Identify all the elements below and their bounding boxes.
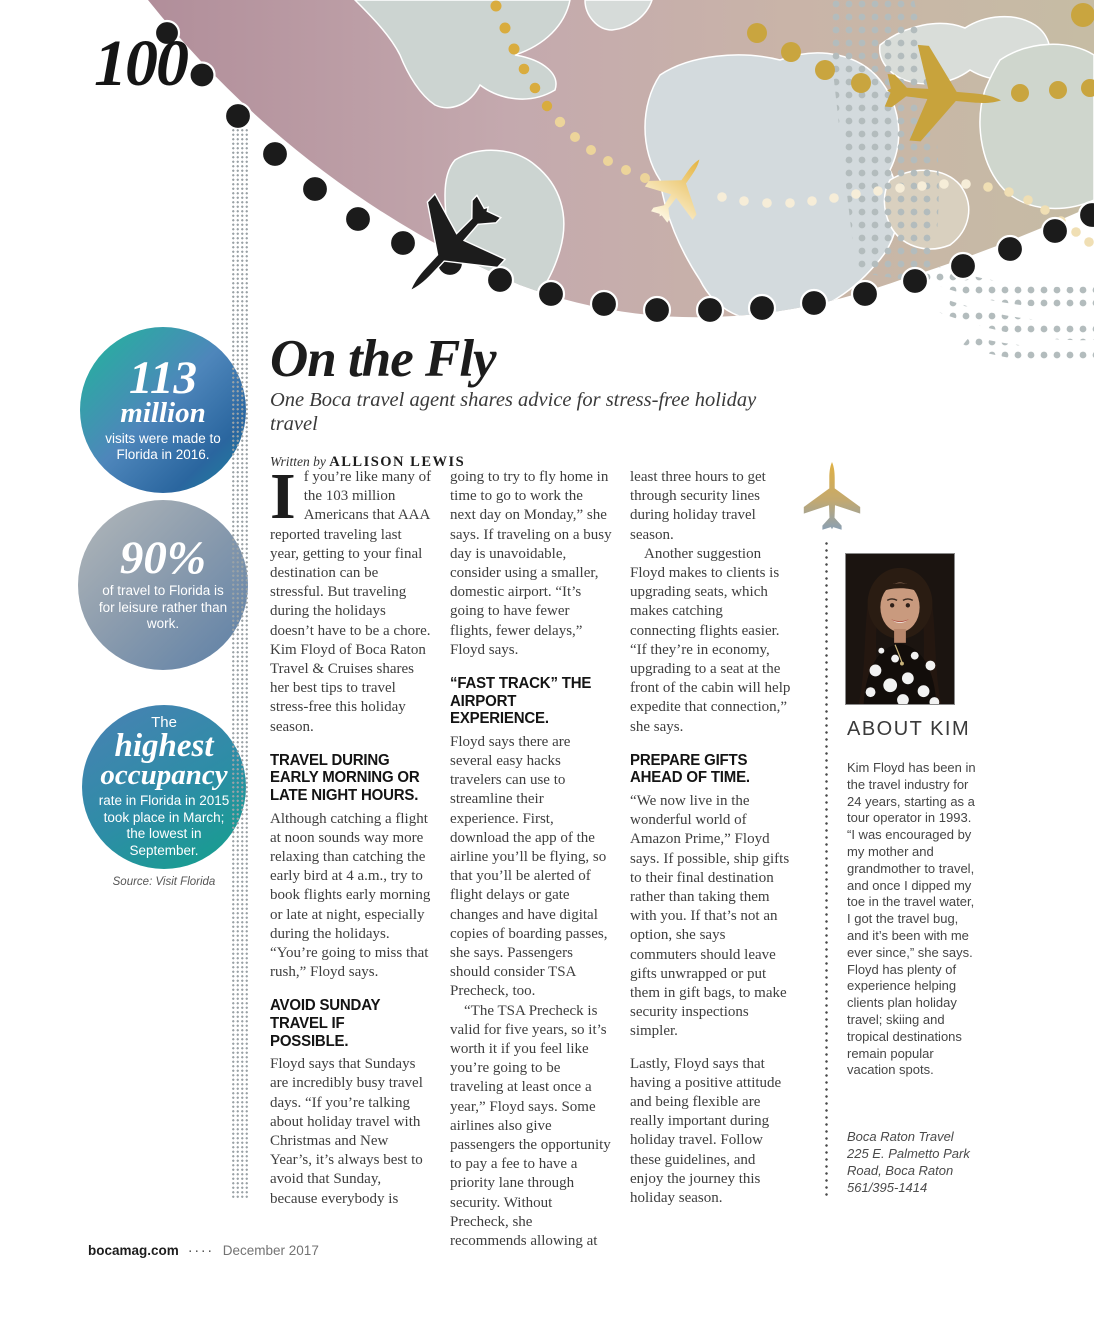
drop-cap: I: [270, 460, 296, 533]
footer-date: December 2017: [222, 1243, 319, 1258]
footer-dots: ····: [187, 1241, 214, 1259]
body-paragraph: Floyd says that Sundays are incredibly busy travel days. “If you’re talking about holiday travel with Christmas and New Year’s, it’s always best to avoid that Sunday, because everybody is: [270, 1056, 423, 1207]
contact-line: Boca Raton Travel: [847, 1129, 954, 1144]
stat-lead: The: [151, 714, 177, 731]
stat-caption: rate in Florida in 2015 took place in March; the lowest in September.: [98, 793, 230, 858]
about-bio: Kim Floyd has been in the travel industry for 24 years, starting as a tour operator in 1993. “I was encouraged by my mother and grandmother to travel, and once I dipped my toe in the travel water, I got the travel bug, and it’s been with me ever since,” she says. Floyd has plenty of experience helping clients plan holiday travel; skiing and tropical destinations remain popular vacation spots.: [847, 760, 976, 1078]
section-heading: “FAST TRACK” THE AIRPORT EXPERIENCE.: [450, 675, 592, 728]
kim-portrait: [845, 553, 955, 705]
body-paragraph: Floyd says there are several easy hacks travelers can use to streamline their experience. First, download the app of the airline you’ll be flying, so that you’ll be alerted of flight delays or gate changes and have digital copies of boarding passes, she says. Passengers should consider TSA Precheck, too.: [450, 733, 608, 1000]
dotted-divider: [231, 128, 249, 1200]
body-paragraph: “The TSA Precheck is valid for five years, so it’s worth it if you feel like you’re going to be traveling at least once a year,” Floyd says. Some airlines also give passengers the opportunity to pay a fee to have a priority lane through security. Without Precheck, she recommends allowing at: [450, 1002, 611, 1250]
article-header: [270, 330, 794, 471]
article-column-3: [630, 468, 792, 1251]
section-heading: AVOID SUNDAY TRAVEL IF POSSIBLE.: [270, 997, 381, 1050]
body-paragraph: Another suggestion Floyd makes to clients is upgrading seats, which makes catching connecting flights easier. “If they’re in economy, upgrading to a seat at the front of the cabin will help expedite that connection,” she says.: [630, 545, 791, 735]
stat-value: 90%: [119, 532, 207, 585]
body-paragraph: “We now live in the wonderful world of Amazon Prime,” Floyd says. If possible, ship gifts to their final destination rather than taking them with you. If that’s not an option, she says commuters should leave gifts unwrapped or put them in gift bags, to make security inspections simpler.: [630, 793, 790, 1040]
byline-author: ALLISON LEWIS: [329, 454, 466, 470]
stat-caption: of travel to Florida is for leisure rather than work.: [98, 583, 228, 632]
contact-line: 561/395-1414: [847, 1180, 928, 1195]
page-footer: [88, 1243, 319, 1258]
stat-unit: million: [120, 396, 206, 429]
upward-plane-icon: [800, 458, 864, 538]
stat-circle-leisure: [78, 500, 248, 670]
stat-value: 113: [129, 351, 197, 404]
section-heading: PREPARE GIFTS AHEAD OF TIME.: [630, 751, 750, 787]
body-paragraph: least three hours to get through security lines during holiday travel season.: [630, 469, 766, 543]
source-note: Source: Visit Florida: [112, 876, 216, 888]
stat-caption: visits were made to Florida in 2016.: [105, 430, 221, 462]
intro-paragraph: If you’re like many of the 103 million Americans that AAA reported traveling last year, getting to your final destination can be stressful. But traveling during the holidays doesn’t have to be a chore. Kim Floyd of Boca Raton Travel & Cruises shares her best tips to travel stress-free this holiday season.: [270, 460, 432, 735]
stat-circle-occupancy: [82, 705, 246, 869]
sidebar-dotted-line: [825, 540, 828, 1198]
contact-line: 225 E. Palmetto Park Road, Boca Raton: [847, 1146, 970, 1178]
byline-prefix: Written by: [270, 454, 326, 469]
stat-word: occupancy: [100, 759, 228, 791]
footer-site: bocamag.com: [88, 1243, 179, 1258]
stat-word: highest: [114, 728, 214, 764]
body-paragraph: Although catching a flight at noon sounds way more relaxing than catching the early bird at 4 a.m., try to book flights early morning or late at night, especially during the holidays. “You’re going to miss that rush,” Floyd says.: [270, 810, 431, 981]
page-number: 100: [94, 27, 187, 100]
contact-info: [847, 1128, 981, 1196]
about-heading: ABOUT KIM: [847, 718, 971, 740]
body-paragraph: going to try to fly home in time to go to work the next day on Monday,” she says. If traveling on a busy day is unavoidable, consider using a smaller, domestic airport. “It’s going to have fewer flights, fewer delays,” Floyd says.: [450, 469, 612, 658]
section-heading: TRAVEL DURING EARLY MORNING OR LATE NIGHT HOURS.: [270, 751, 420, 805]
article-column-2: [450, 468, 612, 1251]
body-paragraph: Lastly, Floyd says that having a positive attitude and being flexible are really important during holiday travel. Follow these guidelines, and enjoy the journey this holiday season.: [630, 1055, 782, 1207]
article-subtitle: One Boca travel agent shares advice for stress-free holiday travel: [270, 389, 757, 435]
stat-circle-visits: [80, 327, 246, 493]
article-title: On the Fly: [270, 330, 496, 388]
